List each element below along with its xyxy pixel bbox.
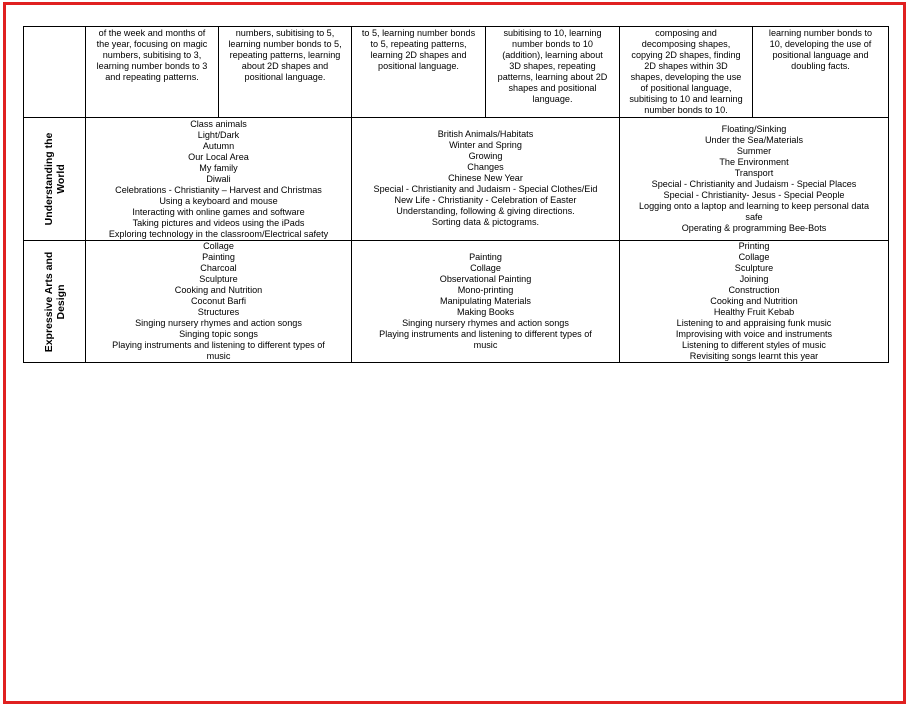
- cell-text-line: Singing topic songs: [179, 329, 258, 339]
- cell-text-line: Singing nursery rhymes and action songs: [402, 318, 569, 328]
- cell-text-line: Logging onto a laptop and learning to keep personal data: [638, 201, 870, 211]
- cell-text-line: subitising to 10 and learning: [629, 94, 743, 104]
- cell-text-line: Painting: [469, 252, 502, 262]
- expressive-arts-autumn-cell: [86, 241, 352, 362]
- cell-text-line: decomposing shapes,: [641, 39, 731, 49]
- cell-text-line: Special - Christianity and Judaism - Special Places: [651, 179, 857, 189]
- cell-text-line: Diwali: [206, 174, 231, 184]
- cell-text-line: Light/Dark: [197, 130, 240, 140]
- maths-summer2-cell: [753, 27, 888, 117]
- cell-text-line: Taking pictures and videos using the iPads: [132, 218, 305, 228]
- cell-text-line: New Life - Christianity - Celebration of Easter: [394, 195, 577, 205]
- cell-text-line: Observational Painting: [439, 274, 532, 284]
- cell-text-line: Transport: [734, 168, 774, 178]
- cell-text-line: to 5, learning number bonds: [361, 28, 476, 38]
- maths-summer1-cell: [620, 27, 753, 117]
- row-heading-cell: [24, 27, 86, 117]
- cell-text-line: shapes, developing the use: [630, 72, 742, 82]
- curriculum-table: [23, 26, 889, 363]
- cell-text-line: of positional language,: [640, 83, 732, 93]
- cell-text-line: language.: [532, 94, 573, 104]
- maths-spring1-cell: [352, 27, 486, 117]
- cell-text-line: composing and: [655, 28, 717, 38]
- understanding-world-spring-cell: [352, 118, 620, 240]
- maths-autumn1-cell: [86, 27, 219, 117]
- understanding-world-heading: Understanding the World: [42, 132, 67, 226]
- cell-text-line: positional language.: [244, 72, 326, 82]
- cell-text-line: Growing: [468, 151, 503, 161]
- cell-text-line: subitising to 10, learning: [503, 28, 602, 38]
- cell-text-line: number bonds to 10.: [644, 105, 728, 115]
- cell-text-line: Collage: [203, 241, 234, 251]
- cell-text-line: positional language.: [378, 61, 459, 71]
- cell-text-line: Floating/Sinking: [721, 124, 787, 134]
- cell-text-line: Printing: [738, 241, 770, 251]
- cell-text-line: Singing nursery rhymes and action songs: [135, 318, 302, 328]
- cell-text-line: learning 2D shapes and: [370, 50, 467, 60]
- cell-text-line: Interacting with online games and software: [132, 207, 305, 217]
- cell-text-line: Cooking and Nutrition: [174, 285, 263, 295]
- maths-spring2-cell: [486, 27, 620, 117]
- cell-text-line: 2D shapes within 3D: [644, 61, 728, 71]
- cell-text-line: Structures: [197, 307, 240, 317]
- maths-autumn2-cell: [219, 27, 352, 117]
- cell-text-line: doubling facts.: [791, 61, 850, 71]
- cell-text-line: Collage: [738, 252, 770, 262]
- cell-text-line: 10, developing the use of: [769, 39, 872, 49]
- understanding-world-autumn-cell: [86, 118, 352, 240]
- cell-text-line: patterns, learning about 2D: [497, 72, 608, 82]
- cell-text-line: Our Local Area: [188, 152, 249, 162]
- cell-text-line: learning number bonds to: [768, 28, 873, 38]
- cell-text-line: Listening to and appraising funk music: [676, 318, 832, 328]
- cell-text-line: Celebrations - Christianity – Harvest and Christmas: [115, 185, 322, 195]
- cell-text-line: Playing instruments and listening to different types of: [112, 340, 325, 350]
- cell-text-line: Chinese New Year: [448, 173, 523, 183]
- understanding-world-heading-cell: [24, 118, 86, 240]
- understanding-world-summer-cell: [620, 118, 888, 240]
- cell-text-line: Special - Christianity and Judaism - Special Clothes/Eid: [373, 184, 598, 194]
- cell-text-line: Improvising with voice and instruments: [675, 329, 833, 339]
- cell-text-line: of the week and months of: [98, 28, 206, 38]
- cell-text-line: music: [206, 351, 231, 361]
- cell-text-line: about 2D shapes and: [241, 61, 329, 71]
- cell-text-line: My family: [199, 163, 238, 173]
- cell-text-line: positional language and: [772, 50, 869, 60]
- expressive-arts-summer-cell: [620, 241, 888, 362]
- cell-text-line: safe: [745, 212, 763, 222]
- cell-text-line: The Environment: [719, 157, 789, 167]
- cell-text-line: Special - Christianity- Jesus - Special People: [663, 190, 845, 200]
- cell-text-line: Joining: [739, 274, 769, 284]
- cell-text-line: numbers, subitising to 5,: [235, 28, 335, 38]
- cell-text-line: Sculpture: [734, 263, 774, 273]
- cell-text-line: British Animals/Habitats: [437, 129, 534, 139]
- cell-text-line: Summer: [736, 146, 772, 156]
- cell-text-line: learning number bonds to 3: [96, 61, 208, 71]
- cell-text-line: number bonds to 10: [512, 39, 593, 49]
- cell-text-line: Revisiting songs learnt this year: [689, 351, 819, 361]
- cell-text-line: Sorting data & pictograms.: [431, 217, 540, 227]
- cell-text-line: Making Books: [456, 307, 515, 317]
- expressive-arts-heading: Expressive Arts and Design: [42, 251, 67, 352]
- cell-text-line: Operating & programming Bee-Bots: [681, 223, 827, 233]
- cell-text-line: and repeating patterns.: [105, 72, 199, 82]
- cell-text-line: Healthy Fruit Kebab: [713, 307, 795, 317]
- cell-text-line: Painting: [202, 252, 235, 262]
- cell-text-line: Cooking and Nutrition: [710, 296, 798, 306]
- expressive-arts-spring-cell: [352, 241, 620, 362]
- cell-text-line: numbers, subitising to 3,: [102, 50, 202, 60]
- cell-text-line: shapes and positional: [508, 83, 597, 93]
- cell-text-line: Coconut Barfi: [190, 296, 247, 306]
- cell-text-line: Using a keyboard and mouse: [159, 196, 278, 206]
- cell-text-line: copying 2D shapes, finding: [631, 50, 741, 60]
- cell-text-line: Autumn: [202, 141, 235, 151]
- cell-text-line: Under the Sea/Materials: [704, 135, 804, 145]
- cell-text-line: Construction: [728, 285, 780, 295]
- cell-text-line: music: [473, 340, 498, 350]
- cell-text-line: the year, focusing on magic: [96, 39, 208, 49]
- expressive-arts-heading-cell: [24, 241, 86, 362]
- cell-text-line: (addition), learning about: [502, 50, 603, 60]
- cell-text-line: Manipulating Materials: [440, 296, 531, 306]
- cell-text-line: Listening to different styles of music: [682, 340, 826, 350]
- cell-text-line: Understanding, following & giving directions.: [396, 206, 575, 216]
- cell-text-line: Changes: [467, 162, 504, 172]
- cell-text-line: Class animals: [190, 119, 247, 129]
- cell-text-line: Mono-printing: [457, 285, 514, 295]
- cell-text-line: Exploring technology in the classroom/Electrical safety: [108, 229, 329, 239]
- cell-text-line: Winter and Spring: [449, 140, 522, 150]
- cell-text-line: Playing instruments and listening to different types of: [379, 329, 592, 339]
- maths-row-continued: [24, 27, 888, 118]
- understanding-world-row: [24, 118, 888, 241]
- cell-text-line: Charcoal: [200, 263, 237, 273]
- cell-text-line: repeating patterns, learning: [229, 50, 341, 60]
- cell-text-line: to 5, repeating patterns,: [370, 39, 467, 49]
- cell-text-line: learning number bonds to 5,: [228, 39, 342, 49]
- expressive-arts-row: [24, 241, 888, 362]
- cell-text-line: Collage: [470, 263, 501, 273]
- cell-text-line: 3D shapes, repeating: [509, 61, 596, 71]
- cell-text-line: Sculpture: [199, 274, 238, 284]
